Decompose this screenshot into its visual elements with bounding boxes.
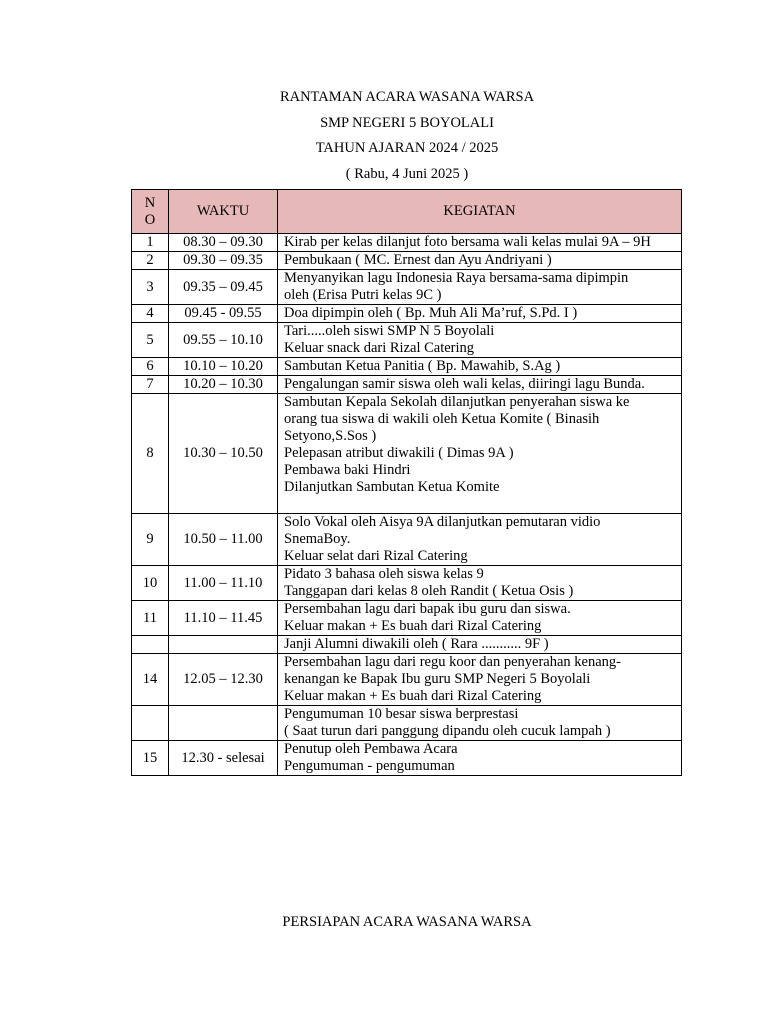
title-line-1: RANTAMAN ACARA WASANA WARSA bbox=[279, 89, 535, 105]
activity-line: Janji Alumni diwakili oleh ( Rara ........... 9F ) bbox=[284, 636, 549, 652]
activity-line: Pelepasan atribut diwakili ( Dimas 9A ) bbox=[284, 445, 514, 461]
row-time: 09.35 – 09.45 bbox=[169, 270, 278, 305]
activity-line: Solo Vokal oleh Aisya 9A dilanjutkan pemutaran vidio bbox=[284, 514, 601, 530]
row-activity bbox=[278, 252, 682, 270]
table-row bbox=[132, 636, 682, 654]
activity-line: kenangan ke Bapak Ibu guru SMP Negeri 5 Boyolali bbox=[284, 671, 591, 687]
activity-line: Pengumuman 10 besar siswa berprestasi bbox=[284, 706, 519, 722]
activity-line: ( Saat turun dari panggung dipandu oleh cucuk lampah ) bbox=[284, 723, 611, 739]
row-activity bbox=[278, 305, 682, 323]
row-number bbox=[132, 706, 169, 741]
row-time: 10.30 – 10.50 bbox=[169, 394, 278, 514]
table-row bbox=[132, 252, 682, 270]
row-time: 10.50 – 11.00 bbox=[169, 514, 278, 566]
row-number bbox=[132, 636, 169, 654]
title-line-school: SMP NEGERI 5 BOYOLALI bbox=[320, 114, 494, 131]
activity-line: Pembawa baki Hindri bbox=[284, 462, 411, 478]
row-number: 8 bbox=[132, 394, 169, 514]
activity-line: Doa dipimpin oleh ( Bp. Muh Ali Ma’ruf, S.Pd. I ) bbox=[284, 305, 578, 321]
document-title bbox=[0, 87, 768, 189]
row-number: 15 bbox=[132, 741, 169, 776]
row-activity bbox=[278, 323, 682, 358]
row-activity bbox=[278, 394, 682, 514]
column-header-time: WAKTU bbox=[169, 190, 278, 234]
activity-line: Keluar selat dari Rizal Catering bbox=[284, 548, 468, 564]
activity-line: Persembahan lagu dari bapak ibu guru dan siswa. bbox=[284, 601, 571, 617]
table-row bbox=[132, 566, 682, 601]
schedule-table bbox=[131, 189, 682, 776]
row-time bbox=[169, 636, 278, 654]
activity-line: Dilanjutkan Sambutan Ketua Komite bbox=[284, 479, 500, 495]
activity-line: SnemaBoy. bbox=[284, 531, 351, 547]
table-row bbox=[132, 601, 682, 636]
activity-line: Pengalungan samir siswa oleh wali kelas, diiringi lagu Bunda. bbox=[284, 376, 645, 392]
table-row bbox=[132, 358, 682, 376]
row-number: 2 bbox=[132, 252, 169, 270]
row-activity bbox=[278, 601, 682, 636]
row-activity bbox=[278, 270, 682, 305]
activity-line bbox=[284, 496, 679, 513]
activity-line: Sambutan Kepala Sekolah dilanjutkan penyerahan siswa ke bbox=[284, 394, 630, 410]
row-activity bbox=[278, 741, 682, 776]
row-time: 12.30 - selesai bbox=[169, 741, 278, 776]
activity-line: Persembahan lagu dari regu koor dan penyerahan kenang- bbox=[284, 654, 621, 670]
activity-line: Penutup oleh Pembawa Acara bbox=[284, 741, 458, 757]
row-activity bbox=[278, 514, 682, 566]
row-number: 3 bbox=[132, 270, 169, 305]
row-time: 12.05 – 12.30 bbox=[169, 654, 278, 706]
row-time: 10.20 – 10.30 bbox=[169, 376, 278, 394]
activity-line: Kirab per kelas dilanjut foto bersama wali kelas mulai 9A – 9H bbox=[284, 234, 651, 250]
activity-line: Tanggapan dari kelas 8 oleh Randit ( Ketua Osis ) bbox=[284, 583, 574, 599]
row-number: 10 bbox=[132, 566, 169, 601]
row-number: 5 bbox=[132, 323, 169, 358]
row-activity bbox=[278, 376, 682, 394]
activity-line: Setyono,S.Sos ) bbox=[284, 428, 377, 444]
row-time bbox=[169, 706, 278, 741]
activity-line: Keluar makan + Es buah dari Rizal Catering bbox=[284, 618, 542, 634]
row-time: 09.30 – 09.35 bbox=[169, 252, 278, 270]
title-line-year: TAHUN AJARAN 2024 / 2025 bbox=[315, 140, 499, 156]
row-activity bbox=[278, 636, 682, 654]
column-header-no: N O bbox=[132, 190, 169, 234]
activity-line: Tari.....oleh siswi SMP N 5 Boyolali bbox=[284, 323, 495, 339]
row-activity bbox=[278, 706, 682, 741]
row-time: 08.30 – 09.30 bbox=[169, 234, 278, 252]
row-time: 09.55 – 10.10 bbox=[169, 323, 278, 358]
activity-line: Sambutan Ketua Panitia ( Bp. Mawahib, S.Ag ) bbox=[284, 358, 561, 374]
row-number: 4 bbox=[132, 305, 169, 323]
column-header-activity: KEGIATAN bbox=[278, 190, 682, 234]
table-row bbox=[132, 234, 682, 252]
row-time: 09.45 - 09.55 bbox=[169, 305, 278, 323]
row-time: 11.00 – 11.10 bbox=[169, 566, 278, 601]
row-number: 11 bbox=[132, 601, 169, 636]
title-line-date: ( Rabu, 4 Juni 2025 ) bbox=[345, 165, 469, 182]
row-number: 14 bbox=[132, 654, 169, 706]
table-row bbox=[132, 394, 682, 514]
section-title: PERSIAPAN ACARA WASANA WARSA bbox=[282, 914, 532, 930]
activity-line: orang tua siswa di wakili oleh Ketua Komite ( Binasih bbox=[284, 411, 600, 427]
row-number: 1 bbox=[132, 234, 169, 252]
row-activity bbox=[278, 234, 682, 252]
row-number: 7 bbox=[132, 376, 169, 394]
activity-line: Pidato 3 bahasa oleh siswa kelas 9 bbox=[284, 566, 484, 582]
row-activity bbox=[278, 358, 682, 376]
table-row bbox=[132, 305, 682, 323]
table-header-row bbox=[132, 190, 682, 234]
activity-line: Keluar makan + Es buah dari Rizal Catering bbox=[284, 688, 542, 704]
table-row bbox=[132, 741, 682, 776]
row-time: 11.10 – 11.45 bbox=[169, 601, 278, 636]
table-row bbox=[132, 323, 682, 358]
activity-line: Menyanyikan lagu Indonesia Raya bersama-sama dipimpin bbox=[284, 270, 629, 286]
row-number: 9 bbox=[132, 514, 169, 566]
table-row bbox=[132, 376, 682, 394]
activity-line: oleh (Erisa Putri kelas 9C ) bbox=[284, 287, 442, 303]
row-activity bbox=[278, 566, 682, 601]
activity-line: Pengumuman - pengumuman bbox=[284, 758, 455, 774]
table-row bbox=[132, 514, 682, 566]
table-row bbox=[132, 654, 682, 706]
schedule-body bbox=[132, 234, 682, 776]
table-row bbox=[132, 706, 682, 741]
row-number: 6 bbox=[132, 358, 169, 376]
row-time: 10.10 – 10.20 bbox=[169, 358, 278, 376]
table-row bbox=[132, 270, 682, 305]
activity-line: Keluar snack dari Rizal Catering bbox=[284, 340, 475, 356]
row-activity bbox=[278, 654, 682, 706]
activity-line: Pembukaan ( MC. Ernest dan Ayu Andriyani ) bbox=[284, 252, 552, 268]
